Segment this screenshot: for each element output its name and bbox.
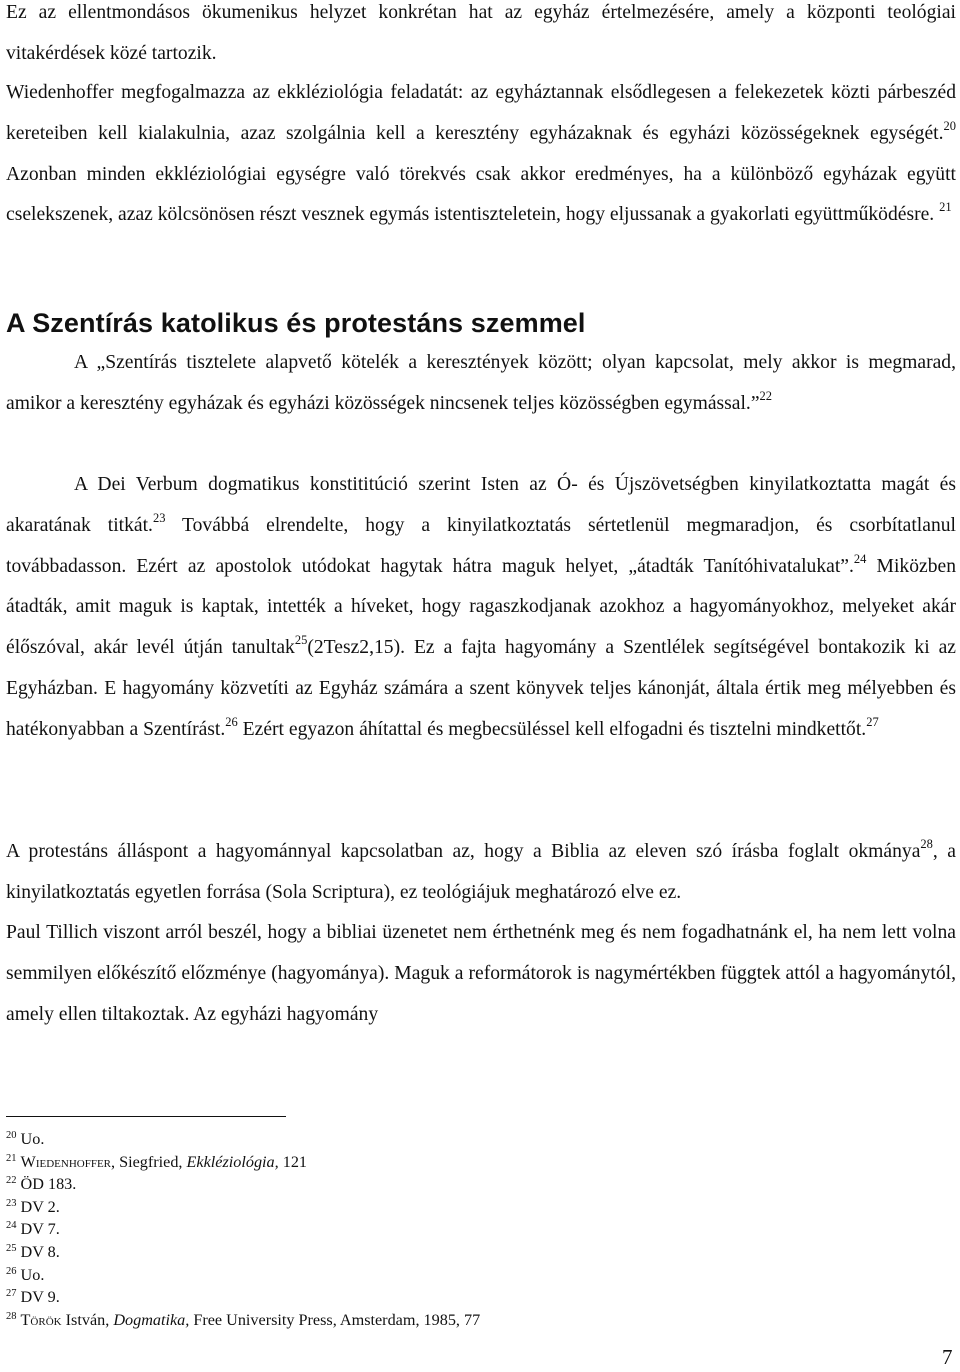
paragraph-4 [6, 465, 956, 751]
footnote-ref-22[interactable]: 22 [759, 388, 773, 403]
footnote-number: 28 [6, 1310, 17, 1322]
footnote-text: ÖD 183. [20, 1175, 77, 1194]
footnote-20 [6, 1128, 706, 1151]
paragraph-3 [6, 343, 956, 425]
footnote-text: DV 7. [20, 1220, 60, 1239]
footnote-ref-26[interactable]: 26 [225, 714, 238, 729]
footnote-28 [6, 1309, 706, 1332]
paragraph-3-text: A „Szentírás tisztelete alapvető kötelék a keresztények között; olyan kapcsolat, mely akkor is megmarad, amikor a keresztény egyházak és egyházi közösségek nincsenek teljes közösségben egymással.” [6, 352, 956, 414]
footnote-25 [6, 1241, 706, 1264]
footnote-ref-24[interactable]: 24 [853, 551, 867, 566]
paragraph-4-text-a: A Dei Verbum dogmatikus konstititúció szerint Isten az Ó- és Újszövetségben kinyilatkoztatta magát és akaratának titkát. [6, 474, 956, 536]
page-number: 7 [942, 1345, 953, 1369]
paragraph-5-text-b: , a kinyilatkoztatás egyetlen forrása (Sola Scriptura), ez teológiájuk meghatározó elve ez. [6, 841, 956, 903]
footnote-author-name: István, [61, 1310, 114, 1329]
footnote-text: DV 9. [20, 1288, 60, 1307]
footnote-text: Uo. [20, 1130, 45, 1148]
footnote-author-name: Siegfried, [115, 1152, 187, 1171]
footnote-number: 27 [6, 1288, 17, 1300]
footnote-title: Dogmatika, [113, 1310, 190, 1329]
paragraph-1 [6, 0, 956, 75]
footnote-separator [6, 1116, 286, 1117]
footnote-text: Uo. [20, 1265, 45, 1284]
footnote-ref-23[interactable]: 23 [152, 510, 166, 525]
footnote-ref-25[interactable]: 25 [294, 633, 308, 648]
paragraph-6-text: Paul Tillich viszont arról beszél, hogy a bibliai üzenetet nem érthetnénk meg és nem fogadhatnánk el, ha nem lett volna semmilyen előkészítő előzménye (hagyománya). Maguk a reformátorok is nagymértékben függtek attól a hagyománytól, amely ellen tiltakoztak. Az egyházi hagyomány [6, 922, 956, 1025]
footnote-text: DV 2. [20, 1197, 60, 1216]
paragraph-4-text-c: Miközben átadták, amit maguk is kaptak, intették a híveket, hogy ragaszkodjanak azokhoz a hagyományokhoz, melyeket akár élőszóval, akár levél útján tanultak [6, 555, 956, 659]
footnote-number: 22 [6, 1175, 17, 1187]
paragraph-4-text-e: Ezért egyazon áhítattal és megbecsüléssel kell elfogadni és tisztelni mindkettőt. [237, 718, 867, 740]
footnote-number: 23 [6, 1197, 17, 1209]
paragraph-2-text-b: Azonban minden ekkléziológiai egységre való törekvés csak akkor eredményes, ha a különböző egyházak együtt cselekszenek, azaz kölcsönösen részt vesznek egymás istentiszteletein, hogy eljussanak a gyakorlati együttműködésre. [6, 163, 956, 226]
footnote-ref-27[interactable]: 27 [866, 714, 879, 729]
paragraph-6 [6, 913, 956, 1035]
footnote-number: 25 [6, 1242, 17, 1254]
paragraph-5 [6, 832, 956, 914]
footnote-number: 26 [6, 1265, 17, 1277]
section-heading: A Szentírás katolikus és protestáns szemmel [6, 308, 586, 338]
footnote-number: 20 [6, 1130, 17, 1141]
footnote-22 [6, 1173, 706, 1196]
footnote-text: 121 [278, 1152, 308, 1171]
footnote-26 [6, 1264, 706, 1287]
footnote-author: Török [20, 1310, 62, 1329]
footnote-24 [6, 1218, 706, 1241]
footnote-text: DV 8. [20, 1242, 60, 1261]
footnote-text: Free University Press, Amsterdam, 1985, 77 [189, 1310, 481, 1329]
footnote-21 [6, 1151, 706, 1174]
footnote-ref-28[interactable]: 28 [920, 837, 933, 851]
footnote-ref-21[interactable]: 21 [939, 200, 952, 215]
footnotes [6, 1128, 706, 1331]
footnote-ref-20[interactable]: 20 [943, 118, 956, 133]
paragraph-5-text-a: A protestáns álláspont a hagyománnyal kapcsolatban az, hogy a Biblia az eleven szó írásba foglalt okmánya [6, 841, 921, 862]
footnote-title: Ekkléziológia, [186, 1152, 279, 1171]
footnote-number: 24 [6, 1220, 17, 1232]
paragraph-1-text: Ez az ellentmondásos ökumenikus helyzet konkrétan hat az egyház értelmezésére, amely a központi teológiai vitakérdések közé tartozik. [6, 2, 956, 64]
paragraph-2-text-a: Wiedenhoffer megfogalmazza az ekkléziológia feladatát: az egyháztannak elsődlegesen a felekezetek közti párbeszéd kereteiben kell kialakulnia, azaz szolgálnia kell a keresztény egyházaknak és egyházi közösségeknek egységét. [6, 82, 956, 144]
footnote-23 [6, 1196, 706, 1219]
paragraph-4-text-d: (2Tesz2,15). Ez a fajta hagyomány a Szentlélek segítségével bontakozik ki az Egyházban. E hagyomány közvetíti az Egyház számára a szent könyvek teljes kánonját, általa értik meg mélyebben és hatékonyabban a Szentírást. [6, 637, 956, 740]
footnote-27 [6, 1286, 706, 1309]
footnote-number: 21 [6, 1152, 17, 1164]
paragraph-4-text-b: Továbbá elrendelte, hogy a kinyilatkoztatás sértetlenül megmaradjon, és csorbítatlanul továbbadasson. Ezért az apostolok utódokat hagytak hátra maguk helyet, „átadták Tanítóhivatalukat”. [6, 514, 956, 577]
footnote-author: Wiedenhoffer, [20, 1152, 116, 1171]
paragraph-2 [6, 73, 956, 236]
